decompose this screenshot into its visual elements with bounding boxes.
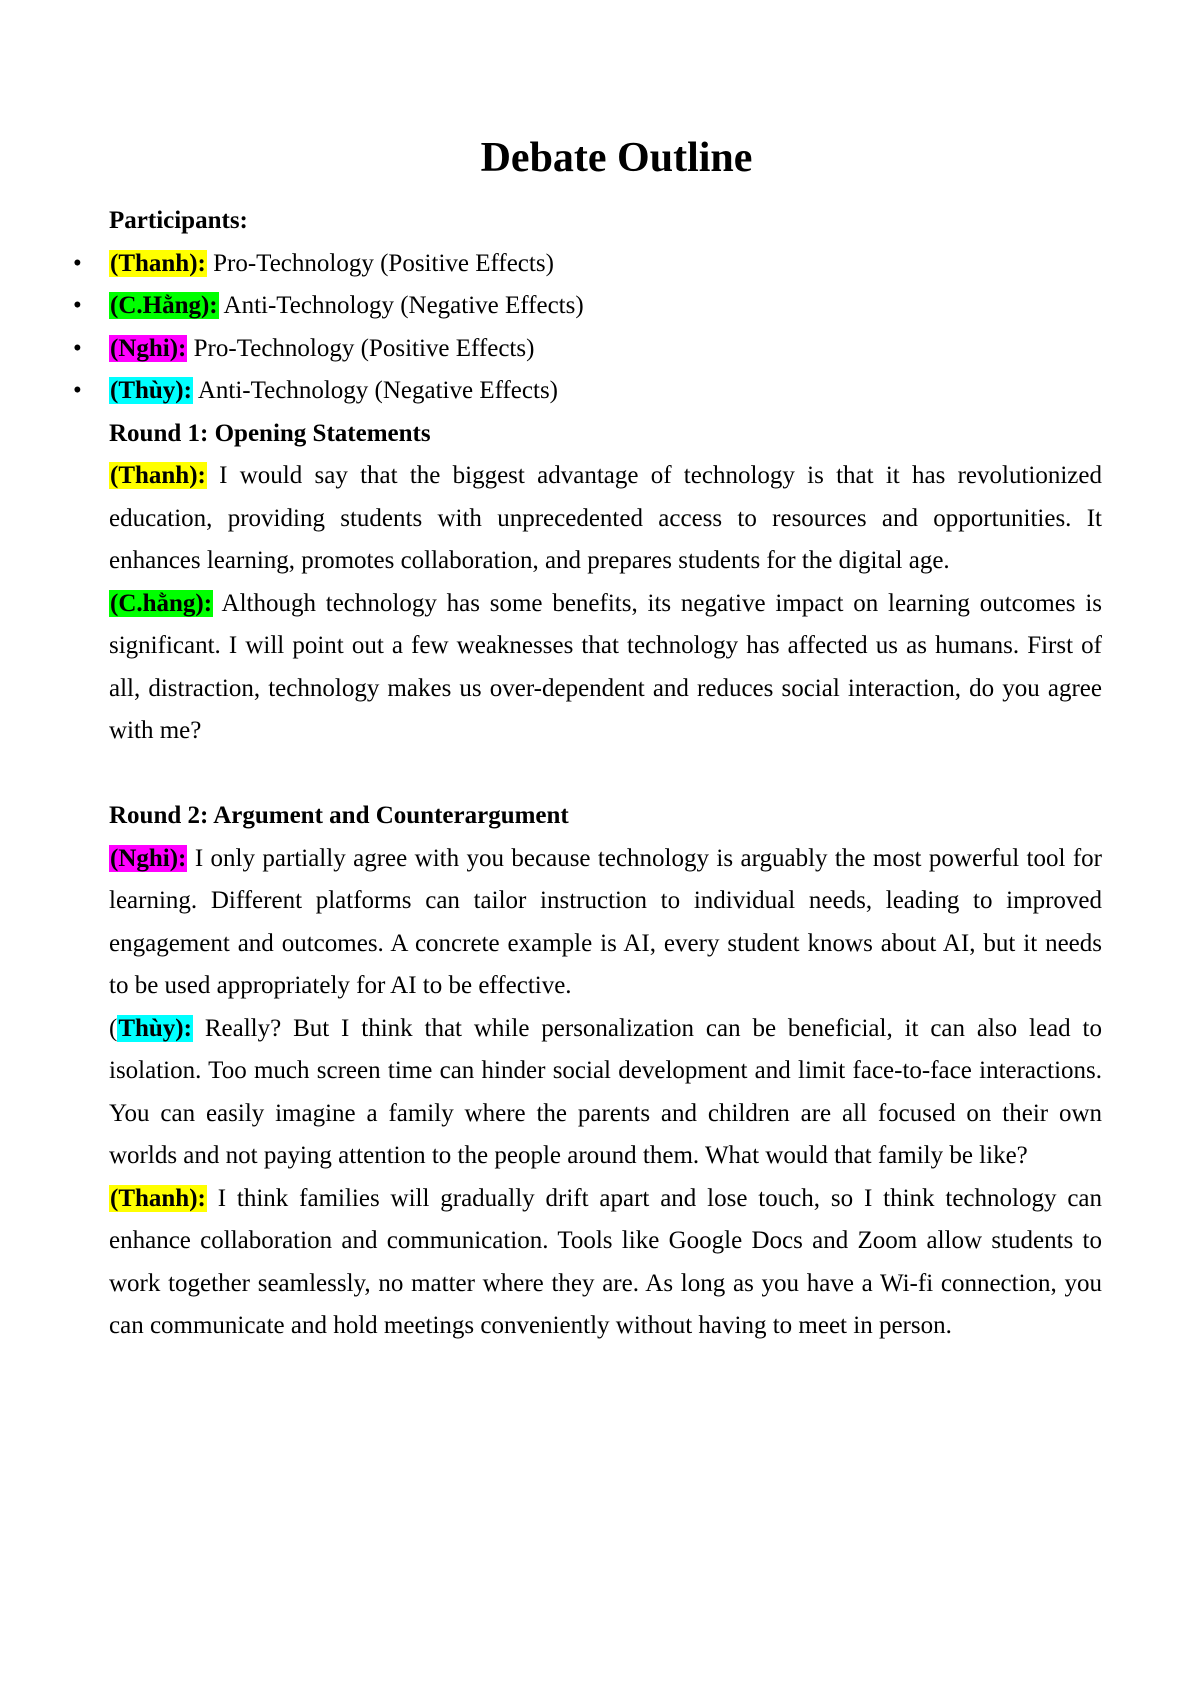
- speech-text: I think families will gradually drift apart and lose touch, so I think technology can enhance collaboration and communication. Tools like Google Docs and Zoom allow students to work together seamlessly, no matter where they are. As long as you have a Wi-fi connection, you can communicate and hold meetings conveniently without having to meet in person.: [109, 1184, 1103, 1339]
- speech-paragraph: [109, 1008, 1102, 1178]
- document-page: [109, 128, 1102, 1348]
- participants-heading: Participants:: [109, 207, 248, 234]
- participant-role: Anti-Technology (Negative Effects): [223, 292, 584, 319]
- participant-item: [109, 328, 1102, 371]
- speech-paragraph: [109, 583, 1102, 753]
- round1-heading: Round 1: Opening Statements: [109, 419, 431, 447]
- speech-paragraph: [109, 838, 1102, 1008]
- speaker-prefix: (: [109, 1014, 118, 1042]
- speech-text: Really? But I think that while personalization can be beneficial, it can also lead to isolation. Too much screen time can hinder social development and limit face-to-face interactions. You can easily imagine a family where the parents and children are all focused on their own worlds and not paying attention to the people around them. What would that family be like?: [109, 1014, 1102, 1169]
- document-title: Debate Outline: [480, 135, 753, 181]
- participants-list: [109, 243, 1102, 413]
- speaker-label-thanh: (Thanh):: [110, 249, 206, 277]
- speaker-label-nghi: (Nghi):: [110, 844, 187, 872]
- speech-text: I only partially agree with you because technology is arguably the most powerful tool for learning. Different platforms can tailor instruction to individual needs, leading to improved engagement and outcomes. A concrete example is AI, every student knows about AI, but it needs to be used appropriately for AI to be effective.: [109, 844, 1103, 999]
- speech-paragraph: [109, 455, 1102, 583]
- speaker-label-nghi: (Nghi):: [110, 334, 187, 362]
- speaker-label-thanh: (Thanh):: [110, 1184, 206, 1212]
- speaker-label-thanh: (Thanh):: [110, 462, 206, 489]
- speech-text: Although technology has some benefits, its negative impact on learning outcomes is significant. I will point out a few weaknesses that technology has affected us as humans. First of all, distraction, technology makes us over-dependent and reduces social interaction, do you agree with me?: [109, 589, 1102, 744]
- participant-item: [109, 243, 1102, 286]
- speaker-label-chang: (C.Hằng):: [110, 292, 218, 319]
- speaker-label-chang: (C.hằng):: [110, 589, 213, 617]
- speaker-label-thuy: Thùy):: [118, 1014, 192, 1042]
- round2-heading: Round 2: Argument and Counterargument: [109, 802, 569, 829]
- participant-role: Anti-Technology (Negative Effects): [197, 377, 558, 404]
- blank-line: [109, 753, 1102, 796]
- speaker-label-thuy: (Thùy):: [110, 377, 192, 404]
- participant-role: Pro-Technology (Positive Effects): [213, 249, 554, 277]
- participant-role: Pro-Technology (Positive Effects): [193, 334, 535, 362]
- speech-paragraph: [109, 1178, 1102, 1348]
- speech-text: I would say that the biggest advantage of technology is that it has revolutionized education, providing students with unprecedented access to resources and opportunities. It enhances learning, promotes collaboration, and prepares students for the digital age.: [109, 462, 1102, 574]
- participant-item: [109, 370, 1102, 413]
- participant-item: [109, 285, 1102, 328]
